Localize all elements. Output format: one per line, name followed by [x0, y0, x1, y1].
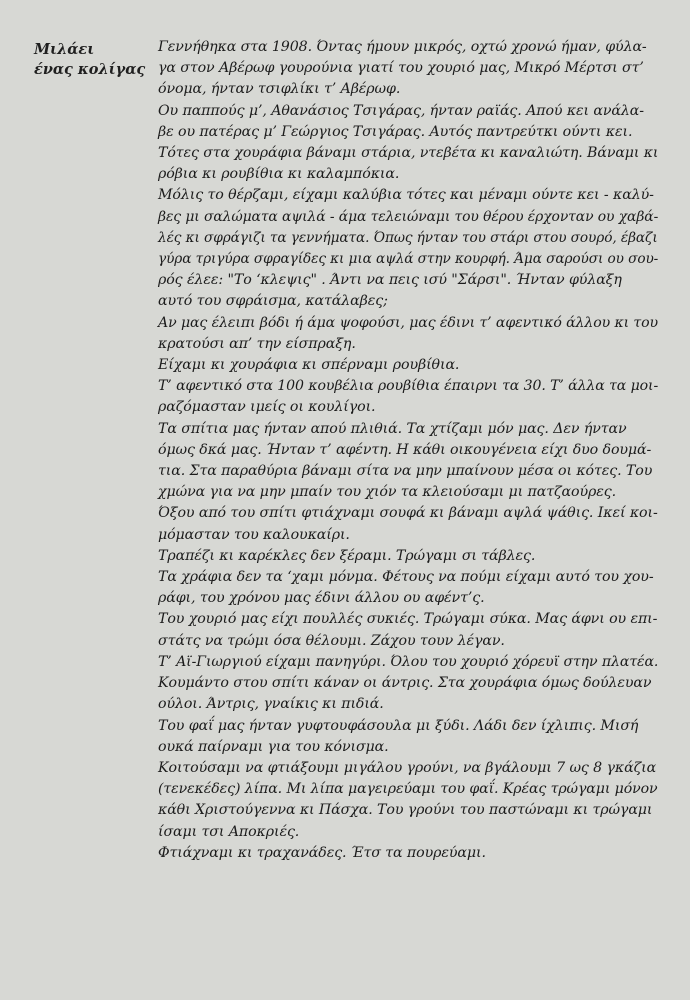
text-line: Γεννήθηκα στα 1908. Όντας ήμουν μικρός, οχτώ χρονώ ήμαν, φύλα- — [158, 39, 647, 55]
text-line: Του χουριό μας είχι πουλλές συκιές. Τρώγαμι σύκα. Μας άφνι ου επι- — [158, 611, 658, 628]
text-line: ράφι, του χρόνου μας έδινι άλλου ου αφέντ’ς. — [158, 590, 485, 607]
text-line: βε ου πατέρας μ’ Γεώργιος Τσιγάρας. Αυτός παντρεύτκι ούντι κει. — [158, 123, 633, 140]
text-line: (τενεκέδες) λίπα. Μι λίπα μαγειρεύαμι του φαΐ. Κρέας τρώγαμι μόνον — [158, 781, 658, 798]
testimony-text — [158, 37, 658, 864]
text-line: Μόλις το θέρζαμι, είχαμι καλύβια τότες και μέναμι ούντε κει - καλύ- — [158, 187, 654, 204]
text-line: μόμασταν του καλουκαίρι. — [158, 526, 350, 543]
text-line: Τότες στα χουράφια βάναμι στάρια, ντεβέτα κι καναλιώτη. Βάναμι κι — [158, 145, 659, 162]
text-line: Είχαμι κι χουράφια κι σπέρναμι ρουβίθια. — [158, 357, 460, 374]
text-line: αυτό του σφράισμα, κατάλαβες; — [158, 293, 388, 310]
text-line: Κουμάντο στου σπίτι κάναν οι άντρις. Στα χουράφια όμως δούλευαν — [158, 675, 652, 692]
text-line: γύρα τριγύρα σφραγίδες κι μια αψλά στην κουρφή. Άμα σαρούσι ου σου- — [158, 251, 659, 268]
text-line: χμώνα για να μην μπαίν του χιόν τα κλειούσαμι μι πατζαούρες. — [158, 484, 617, 501]
text-line: Αν μας έλειπι βόδι ή άμα ψοφούσι, μας έδινι τ’ αφεντικό άλλου κι του — [158, 314, 659, 331]
text-line: Ου παππούς μ’, Αθανάσιος Τσιγάρας, ήνταν ραϊάς. Απού κει ανάλα- — [158, 102, 644, 119]
text-line: Κοιτούσαμι να φτιάξουμι μιγάλου γρούνι, να βγάλουμι 7 ως 8 γκάζια — [158, 759, 657, 776]
text-line: ούλοι. Άντρις, γναίκις κι πιδιά. — [158, 696, 384, 713]
text-line: όνομα, ήνταν τσιφλίκι τ’ Αβέρωφ. — [158, 81, 401, 98]
text-line: Τ’ Αϊ-Γιωργιού είχαμι πανηγύρι. Όλου του χουριό χόρευϊ στην πλατέα. — [158, 653, 659, 670]
text-line: ραζόμασταν ιμείς οι κουλίγοι. — [158, 399, 376, 416]
text-line: κάθι Χριστούγεννα κι Πάσχα. Του γρούνι του παστώναμι κι τρώγαμι — [158, 802, 653, 819]
text-line: ρόβια κι ρουβίθια κι καλαμπόκια. — [158, 166, 400, 183]
section-title-line-1: Μιλάει — [34, 41, 95, 58]
text-line: κρατούσι απ’ την είσπραξη. — [158, 335, 356, 352]
text-line: Φτιάχναμι κι τραχανάδες. Έτσ τα πουρεύαμι. — [158, 844, 486, 861]
text-line: ίσαμι τσι Αποκριές. — [158, 823, 300, 840]
section-title-line-2: ένας κολίγας — [34, 61, 146, 78]
text-line: τια. Στα παραθύρια βάναμι σίτα να μην μπαίνουν μέσα οι κότες. Του — [158, 463, 653, 480]
text-line: Τραπέζι κι καρέκλες δεν ξέραμι. Τρώγαμι σι τάβλες. — [158, 547, 536, 564]
text-line: Τ’ αφεντικό στα 100 κουβέλια ρουβίθια έπαιρνι τα 30. Τ’ άλλα τα μοι- — [158, 378, 659, 395]
text-line: Όξου από του σπίτι φτιάχναμι σουφά κι βάναμι αψλά ψάθις. Ικεί κοι- — [158, 505, 658, 522]
text-line: γα στον Αβέρωφ γουρούνια γιατί του χουριό μας, Μικρό Μέρτσι στ’ — [158, 60, 644, 77]
section-title — [34, 40, 152, 80]
text-line: λές κι σφράγιζι τα γεννήματα. Όπως ήνταν του στάρι στου σουρό, έβαζι — [158, 229, 658, 246]
text-line: Τα χράφια δεν τα ‘χαμι μόνμα. Φέτους να πούμι είχαμι αυτό του χου- — [158, 569, 654, 586]
text-line: στάτς να τρώμι όσα θέλουμι. Ζάχου τουν λέγαν. — [158, 632, 505, 649]
text-line: ρός έλεε: "Το ‘κλεψις" . Άντι να πεις ισύ "Σάρσι". Ήνταν φύλαξη — [158, 272, 622, 289]
text-line: ουκά παίρναμι για του κόνισμα. — [158, 738, 389, 755]
text-line: όμως δκά μας. Ήνταν τ’ αφέντη. Η κάθι οικουγένεια είχι δυο δουμά- — [158, 441, 652, 458]
text-line: Τα σπίτια μας ήνταν απού πλιθιά. Τα χτίζαμι μόν μας. Δεν ήνταν — [158, 420, 627, 437]
text-line: Του φαΐ μας ήνταν γυφτουφάσουλα μι ξύδι. Λάδι δεν ίχλιπις. Μισή — [158, 717, 639, 734]
text-line: βες μι σαλώματα αψιλά - άμα τελειώναμι του θέρου έρχονταν ου χαβά- — [158, 208, 659, 225]
